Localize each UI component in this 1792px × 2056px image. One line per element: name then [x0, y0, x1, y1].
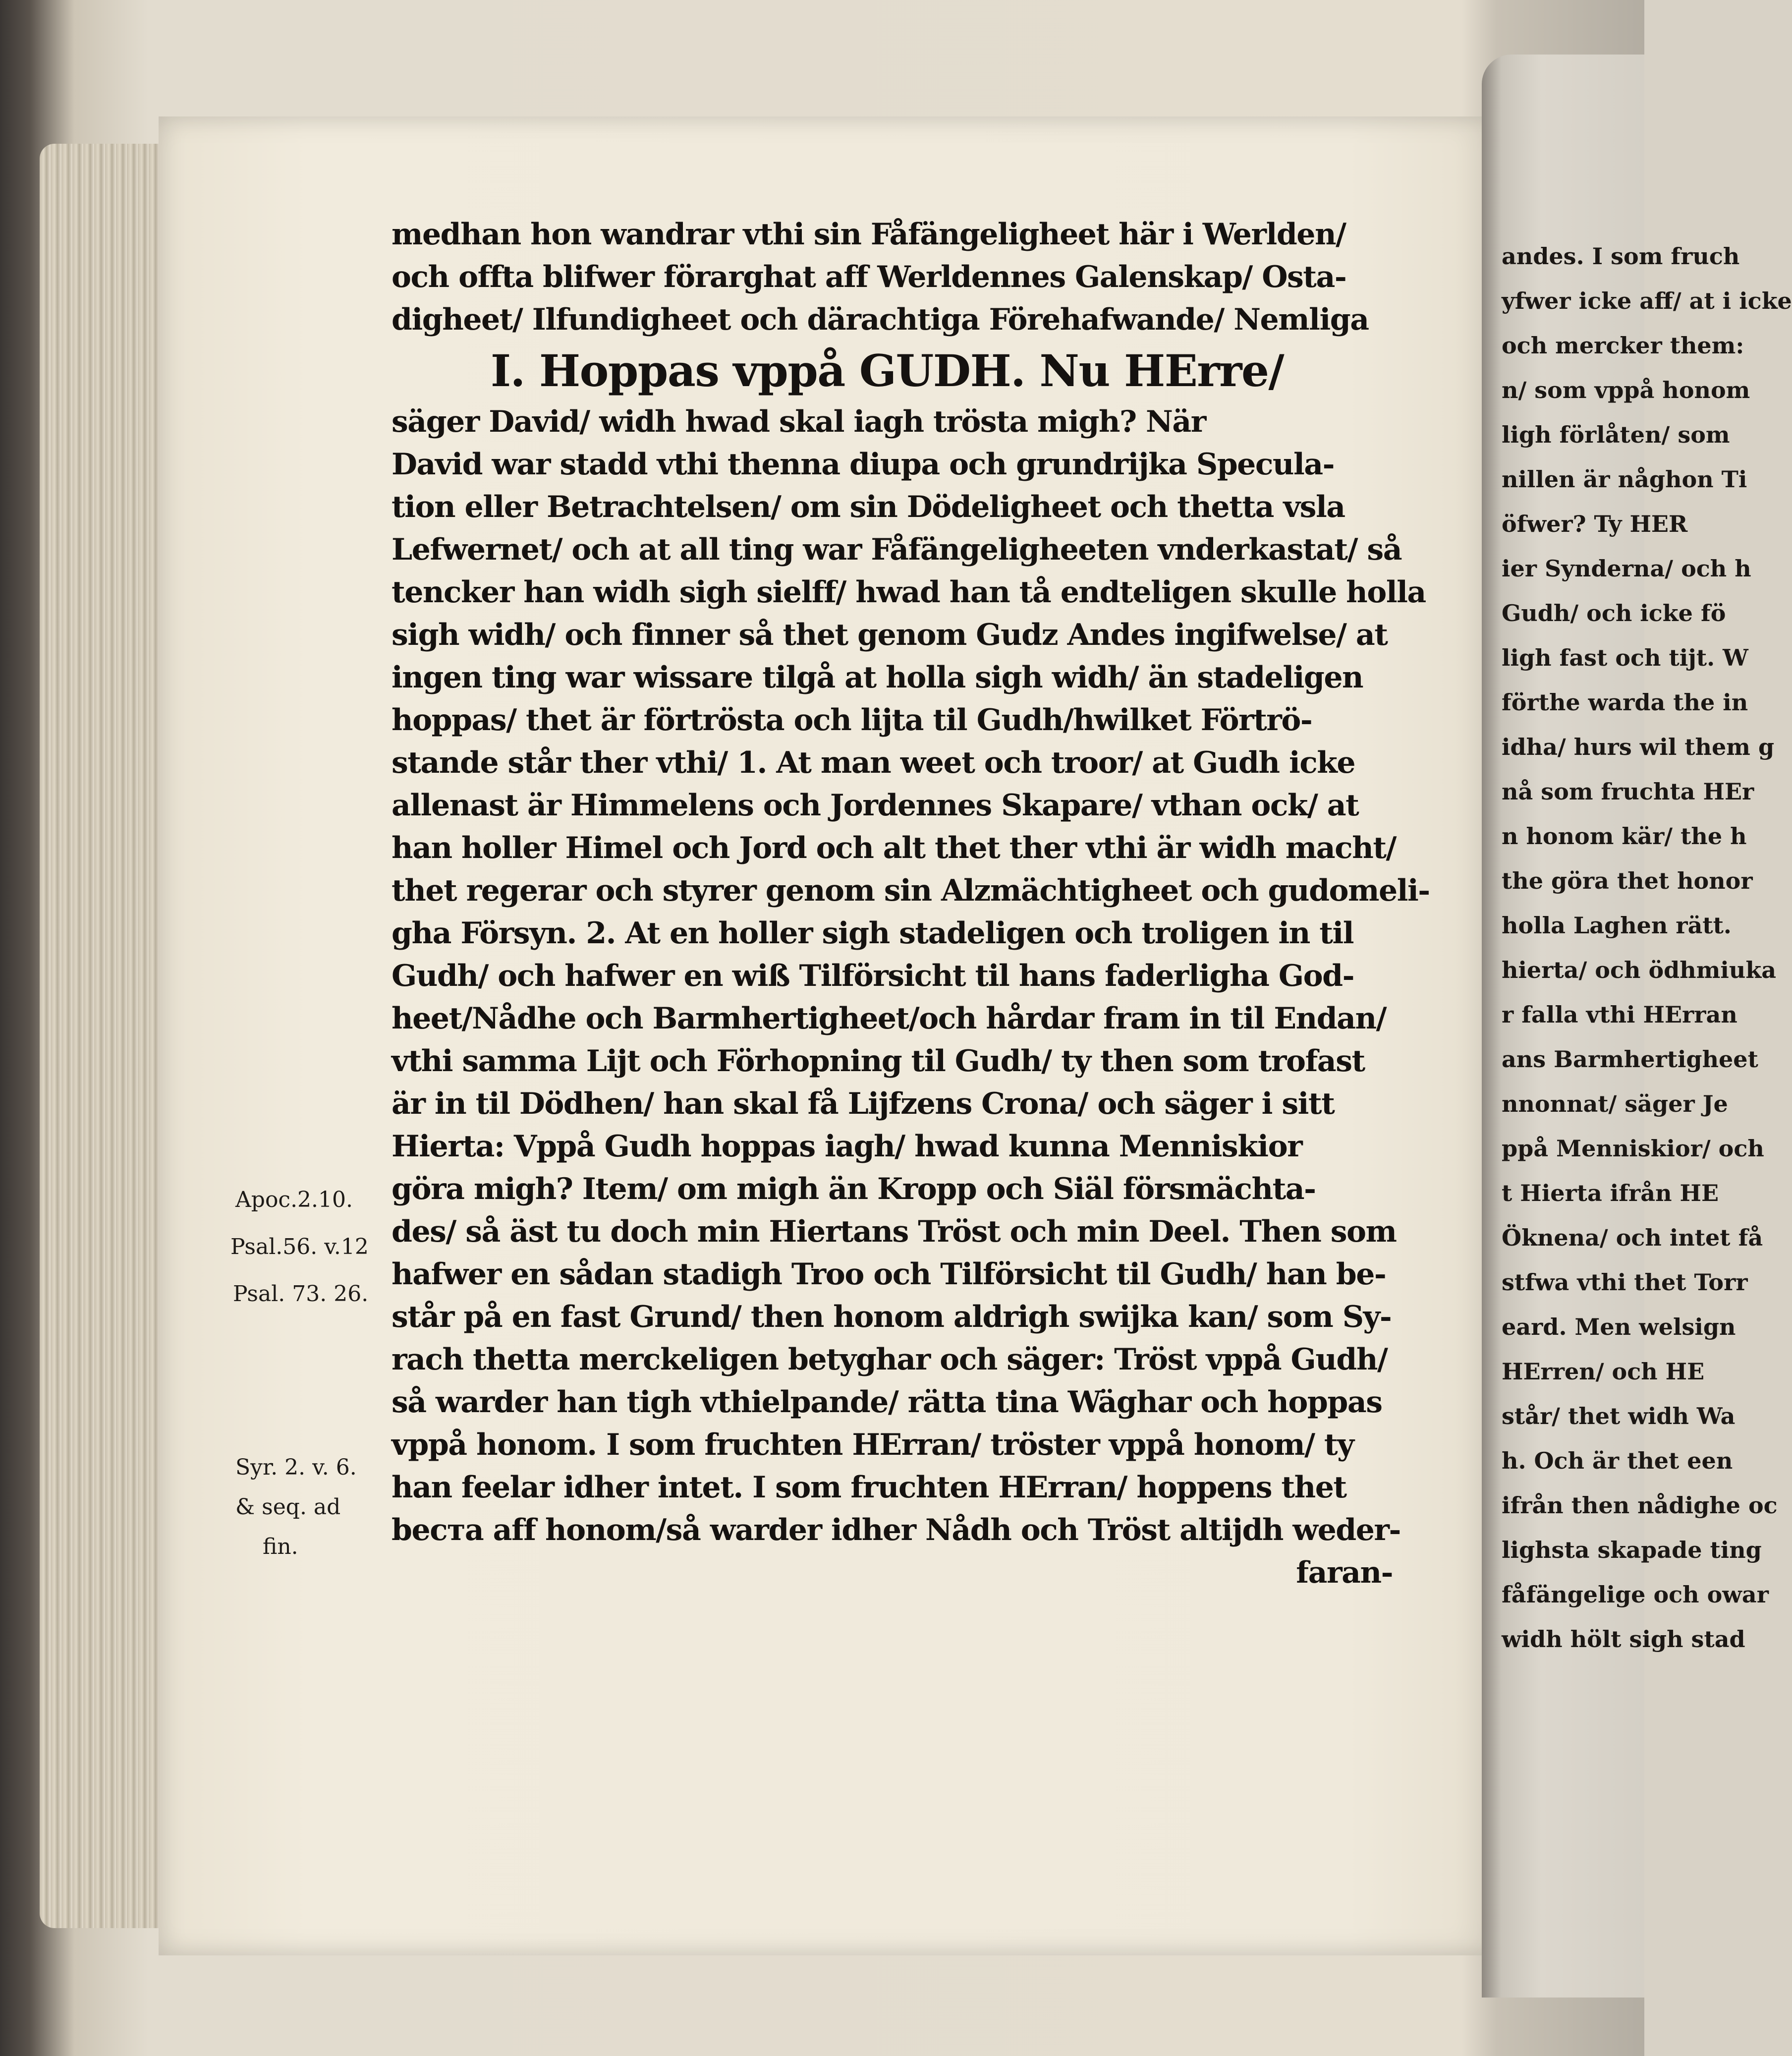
facing-line: lighsta skapade ting: [1502, 1537, 1762, 1563]
facing-line: ppå Menniskior/ och: [1502, 1135, 1764, 1162]
facing-line: hierta/ och ödhmiuka: [1502, 957, 1776, 983]
text-line: och offta blifwer förarghat aff Werldennes Galenskap/ Osta-: [392, 260, 1346, 294]
margin-note-apoc: Apoc.2.10.: [235, 1187, 353, 1212]
text-line: Lefwernet/ och at all ting war Fåfängeligheeten vnderkastat/ så: [392, 532, 1402, 567]
text-line: så warder han tigh vthielpande/ rätta tina Wäghar och hoppas: [392, 1385, 1382, 1420]
body-text: [392, 213, 1430, 1594]
facing-line: Gudh/ och icke fö: [1502, 600, 1726, 627]
facing-line: h. Och är thet een: [1502, 1447, 1733, 1474]
facing-line: idha/ hurs wil them g: [1502, 734, 1775, 760]
facing-line: stfwa vthi thet Torr: [1502, 1269, 1748, 1296]
facing-line: andes. I som fruch: [1502, 243, 1740, 270]
facing-line: HErren/ och HE: [1502, 1358, 1705, 1385]
text-line: heet/Nådhe och Barmhertigheet/och hårdar fram in til Endan/: [392, 1001, 1387, 1036]
catchword: faran-: [1296, 1555, 1393, 1590]
facing-line: n honom kär/ the h: [1502, 823, 1747, 850]
facing-page: [1482, 55, 1792, 1998]
text-line: stande står ther vthi/ 1. At man weet och troor/ at Gudh icke: [392, 745, 1355, 780]
text-line: tencker han widh sigh sielff/ hwad han tå endteligen skulle holla: [392, 575, 1426, 610]
facing-line: och mercker them:: [1502, 332, 1744, 359]
facing-line: står/ thet widh Wa: [1502, 1403, 1736, 1429]
text-line: Hierta: Vppå Gudh hoppas iagh/ hwad kunna Menniskior: [392, 1129, 1302, 1164]
text-line: hoppas/ thet är förtrösta och lijta til Gudh/hwilket Förtrö-: [392, 703, 1312, 738]
text-line: vppå honom. I som fruchten HErran/ tröster vppå honom/ ty: [392, 1428, 1354, 1462]
facing-line: nå som fruchta HEr: [1502, 778, 1754, 805]
facing-line: r falla vthi HErran: [1502, 1001, 1737, 1028]
margin-note-psal-73: Psal. 73. 26.: [233, 1281, 369, 1307]
facing-line: yfwer icke aff/ at i icke: [1502, 287, 1792, 314]
facing-line: ier Synderna/ och h: [1502, 555, 1751, 582]
section-heading-line: I. Hoppas vppå GUDH. Nu HErre/: [491, 345, 1284, 397]
facing-line: förthe warda the in: [1502, 689, 1748, 716]
text-line: rach thetta merckeligen betyghar och säger: Tröst vppå Gudh/: [392, 1342, 1388, 1377]
facing-line: widh hölt sigh stad: [1502, 1626, 1745, 1653]
margin-note-psal-56: Psal.56. v.12: [230, 1234, 369, 1259]
facing-line: n/ som vppå honom: [1502, 377, 1750, 403]
text-line: han feelar idher intet. I som fruchten HErran/ hoppens thet: [392, 1470, 1346, 1505]
text-line: göra migh? Item/ om migh än Kropp och Siäl försmächta-: [392, 1172, 1316, 1206]
text-line: gha Försyn. 2. At en holler sigh stadeligen och troligen in til: [392, 916, 1354, 951]
text-line: ingen ting war wissare tilgå at holla sigh widh/ än stadeligen: [392, 660, 1363, 695]
facing-line: nillen är någhon Ti: [1502, 466, 1747, 493]
text-line: thet regerar och styrer genom sin Alzmächtigheet och gudomeli-: [392, 873, 1430, 908]
text-line: des/ så äst tu doch min Hiertans Tröst och min Deel. Then som: [392, 1214, 1397, 1249]
margin-note-fin: fin.: [263, 1534, 298, 1559]
text-line: sigh widh/ och finner så thet genom Gudz Andes ingifwelse/ at: [392, 618, 1388, 652]
text-line: David war stadd vthi thenna diupa och grundrijka Specula-: [392, 447, 1335, 482]
facing-line: eard. Men welsign: [1502, 1314, 1736, 1340]
margin-note-seq: & seq. ad: [235, 1494, 341, 1520]
text-line: medhan hon wandrar vthi sin Fåfängeligheet här i Werlden/: [392, 217, 1346, 252]
facing-line: t Hierta ifrån HE: [1502, 1180, 1719, 1206]
book-page-edges: [40, 144, 168, 1928]
text-line: han holler Himel och Jord och alt thet ther vthi är widh macht/: [392, 831, 1396, 865]
facing-line: ligh förlåten/ som: [1502, 421, 1730, 448]
facing-line: the göra thet honor: [1502, 867, 1753, 894]
margin-note-syr: Syr. 2. v. 6.: [235, 1455, 357, 1480]
text-line: är in til Dödhen/ han skal få Lijfzens Crona/ och säger i sitt: [392, 1086, 1335, 1121]
text-line: vthi samma Lijt och Förhopning til Gudh/ ty then som trofast: [392, 1044, 1365, 1079]
facing-line: fåfängelige och owar: [1502, 1581, 1769, 1608]
text-line: tion eller Betrachtelsen/ om sin Dödeligheet och thetta vsla: [392, 490, 1345, 524]
facing-line: ans Barmhertigheet: [1502, 1046, 1758, 1073]
text-line: digheet/ Ilfundigheet och därachtiga Förehafwande/ Nemliga: [392, 302, 1369, 337]
text-line: hafwer en sådan stadigh Troo och Tilförsicht til Gudh/ han be-: [392, 1257, 1386, 1292]
facing-line: holla Laghen rätt.: [1502, 912, 1732, 939]
facing-line: Öknena/ och intet få: [1502, 1224, 1763, 1251]
facing-line: ligh fast och tijt. W: [1502, 644, 1748, 671]
text-line: står på en fast Grund/ then honom aldrigh swijka kan/ som Sy-: [392, 1300, 1392, 1334]
facing-line: öfwer? Ty HER: [1502, 511, 1688, 537]
text-line: Gudh/ och hafwer en wiß Tilförsicht til hans faderligha God-: [392, 959, 1354, 993]
text-line: säger David/ widh hwad skal iagh trösta migh? När: [392, 404, 1206, 439]
facing-line: ifrån then nådighe oc: [1502, 1492, 1778, 1519]
text-line: beста aff honom/så warder idher Nådh och Tröst altijdh weder-: [392, 1513, 1400, 1547]
text-line: allenast är Himmelens och Jordennes Skapare/ vthan ock/ at: [392, 788, 1359, 823]
facing-line: nnonnat/ säger Je: [1502, 1090, 1728, 1117]
